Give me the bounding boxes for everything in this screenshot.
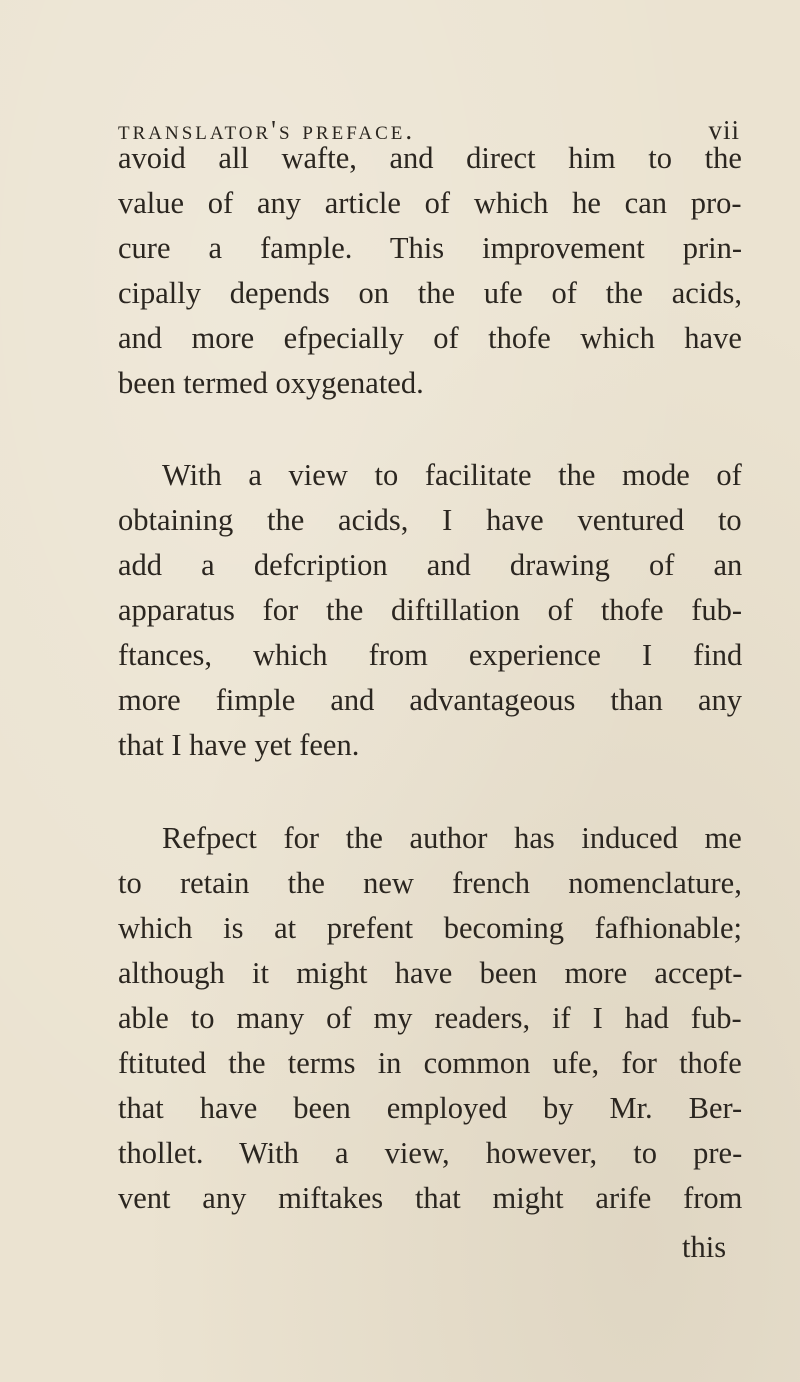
text-line: ftituted the terms in common ufe, for thofe: [118, 1046, 742, 1080]
text-line: vent any miftakes that might arife from: [118, 1181, 743, 1215]
text-line: ftances, which from experience I find: [118, 638, 743, 672]
text-line: to retain the new french nomenclature,: [118, 866, 742, 900]
text-line: that have been employed by Mr. Ber-: [118, 1091, 743, 1125]
text-line: and more efpecially of thofe which have: [118, 321, 742, 355]
text-line: cipally depends on the ufe of the acids,: [118, 276, 742, 310]
text-line: With a view to facilitate the mode of: [162, 458, 742, 492]
text-line: cure a fample. This improvement prin-: [118, 231, 743, 265]
text-line: more fimple and advantageous than any: [118, 683, 742, 717]
text-line: add a defcription and drawing of an: [118, 548, 743, 582]
running-head-title: translator's preface.: [118, 115, 416, 145]
text-line: although it might have been more accept-: [118, 956, 743, 990]
text-line: that I have yet feen.: [118, 728, 360, 762]
catchword: this: [682, 1230, 727, 1264]
text-line: able to many of my readers, if I had fub-: [118, 1001, 742, 1035]
text-line: value of any article of which he can pro-: [118, 186, 742, 220]
page-number: vii: [708, 115, 740, 145]
text-line: which is at prefent becoming fafhionable;: [118, 911, 742, 945]
text-line: apparatus for the diftillation of thofe fub-: [118, 593, 743, 627]
text-line: thollet. With a view, however, to pre-: [118, 1136, 743, 1170]
text-line: obtaining the acids, I have ventured to: [118, 503, 742, 537]
text-line: Refpect for the author has induced me: [162, 821, 742, 855]
text-line: been termed oxygenated.: [118, 366, 424, 400]
text-line: avoid all wafte, and direct him to the: [118, 141, 742, 175]
